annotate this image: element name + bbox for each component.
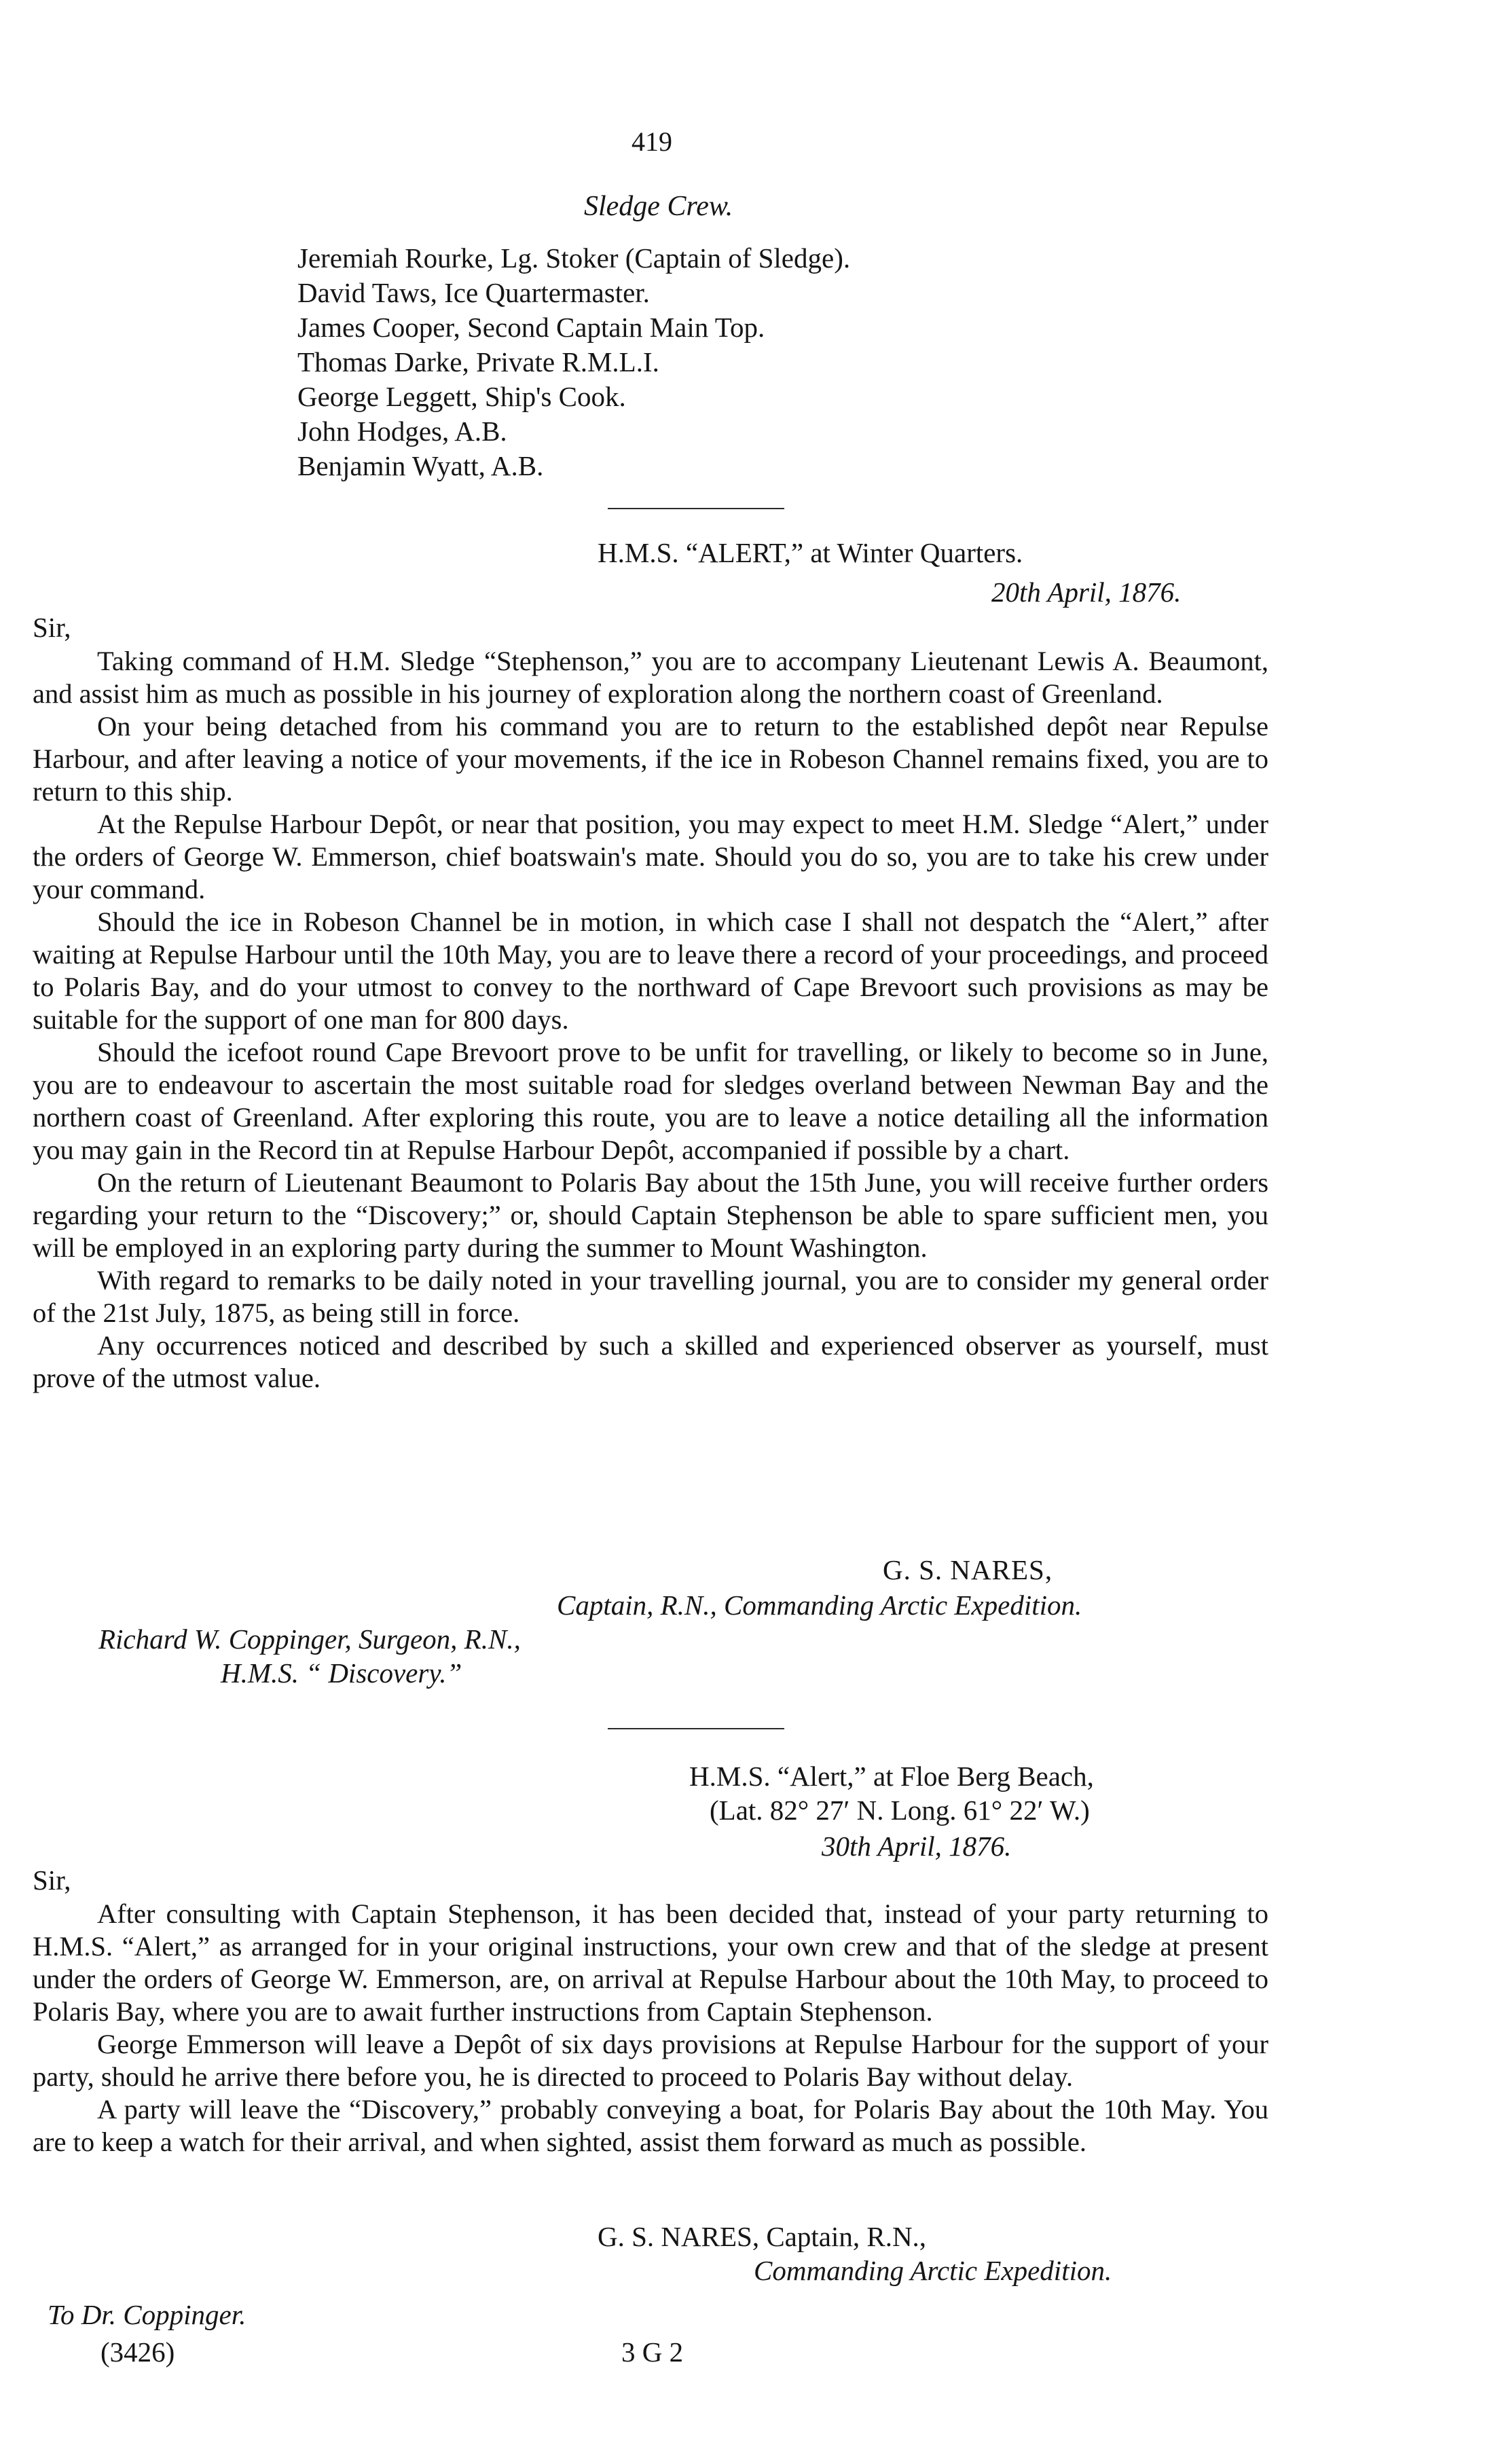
letter1-address: H.M.S. “ALERT,” at Winter Quarters. <box>598 537 1023 568</box>
letter1-recipient-ship: H.M.S. “ Discovery.” <box>221 1657 462 1689</box>
letter2-signature-title: Commanding Arctic Expedition. <box>754 2255 1112 2286</box>
paragraph: Should the icefoot round Cape Brevoort prove to be unfit for travelling, or likely to become so in June, you are to endeavour to ascertain the most suitable road for sledges overland between Newman Bay and the northern coast of Greenland. After exploring this route, you are to leave a notice detailing all the information you may gain in the Record tin at Repulse Harbour Depôt, accompanied if possible by a chart. <box>33 1037 1268 1165</box>
paragraph: On your being detached from his command you are to return to the established depôt near Repulse Harbour, and after leaving a notice of your movements, if the ice in Robeson Channel remains fixed, you are to return to this ship. <box>33 711 1268 807</box>
letter2-body <box>33 1898 1268 2158</box>
paragraph: George Emmerson will leave a Depôt of six days provisions at Repulse Harbour for the support of your party, should he arrive there before you, he is directed to proceed to Polaris Bay without delay. <box>33 2029 1268 2092</box>
letter2-recipient: To Dr. Coppinger. <box>48 2299 246 2330</box>
letter2-address: H.M.S. “Alert,” at Floe Berg Beach, <box>689 1761 1094 1792</box>
letter2-salutation: Sir, <box>33 1864 71 1896</box>
letter1-body <box>33 645 1268 1395</box>
letter1-date: 20th April, 1876. <box>991 576 1182 608</box>
paragraph: A party will leave the “Discovery,” probably conveying a boat, for Polaris Bay about the 10th May. You are to keep a watch for their arrival, and when sighted, assist them forward as much as possible. <box>33 2094 1268 2157</box>
paragraph: After consulting with Captain Stephenson, it has been decided that, instead of your party returning to H.M.S. “Alert,” as arranged for in your original instructions, your own crew and that of the sledge at present under the orders of George W. Emmerson, are, on arrival at Repulse Harbour about the 10th May, to proceed to Polaris Bay, where you are to await further instructions from Captain Stephenson. <box>33 1898 1268 2027</box>
crew-member: George Leggett, Ship's Cook. <box>297 381 626 412</box>
letter1-salutation: Sir, <box>33 612 71 643</box>
paragraph: Taking command of H.M. Sledge “Stephenson,” you are to accompany Lieutenant Lewis A. Beaumont, and assist him as much as possible in his journey of exploration along the northern coast of Greenland. <box>33 646 1268 709</box>
crew-member: Thomas Darke, Private R.M.L.I. <box>297 346 659 378</box>
sheet-signature-mark: 3 G 2 <box>621 2336 684 2368</box>
letter1-signature: G. S. NARES, <box>883 1554 1053 1585</box>
letter2-position: (Lat. 82° 27′ N. Long. 61° 22′ W.) <box>710 1795 1090 1826</box>
crew-heading: Sledge Crew. <box>584 191 733 222</box>
crew-member: John Hodges, A.B. <box>297 416 507 447</box>
crew-member: Benjamin Wyatt, A.B. <box>297 450 544 481</box>
paragraph: Any occurrences noticed and described by such a skilled and experienced observer as yourself, must prove of the utmost value. <box>33 1330 1268 1393</box>
section-divider <box>608 1728 784 1729</box>
crew-member: Jeremiah Rourke, Lg. Stoker (Captain of Sledge). <box>297 242 851 274</box>
page-number: 419 <box>632 126 672 157</box>
crew-member: James Cooper, Second Captain Main Top. <box>297 312 765 343</box>
letter1-signature-title: Captain, R.N., Commanding Arctic Expedition. <box>557 1589 1082 1621</box>
crew-list <box>297 241 850 483</box>
section-divider <box>608 508 784 509</box>
letter2-signature: G. S. NARES, Captain, R.N., <box>598 2221 927 2252</box>
paragraph: On the return of Lieutenant Beaumont to Polaris Bay about the 15th June, you will receive further orders regarding your return to the “Discovery;” or, should Captain Stephenson be able to spare sufficient men, you will be employed in an exploring party during the summer to Mount Washington. <box>33 1167 1268 1263</box>
letter2-date: 30th April, 1876. <box>822 1831 1012 1862</box>
letter1-recipient: Richard W. Coppinger, Surgeon, R.N., <box>98 1623 521 1655</box>
crew-member: David Taws, Ice Quartermaster. <box>297 277 650 308</box>
paragraph: Should the ice in Robeson Channel be in motion, in which case I shall not despatch the “Alert,” after waiting at Repulse Harbour until the 10th May, you are to leave there a record of your proceedings, and proceed to Polaris Bay, and do your utmost to convey to the northward of Cape Brevoort such provisions as may be suitable for the support of one man for 800 days. <box>33 906 1268 1035</box>
paragraph: At the Repulse Harbour Depôt, or near that position, you may expect to meet H.M. Sledge “Alert,” under the orders of George W. Emmerson, chief boatswain's mate. Should you do so, you are to take his crew under your command. <box>33 809 1268 904</box>
paragraph: With regard to remarks to be daily noted in your travelling journal, you are to consider my general order of the 21st July, 1875, as being still in force. <box>33 1265 1268 1328</box>
print-code: (3426) <box>100 2336 175 2368</box>
